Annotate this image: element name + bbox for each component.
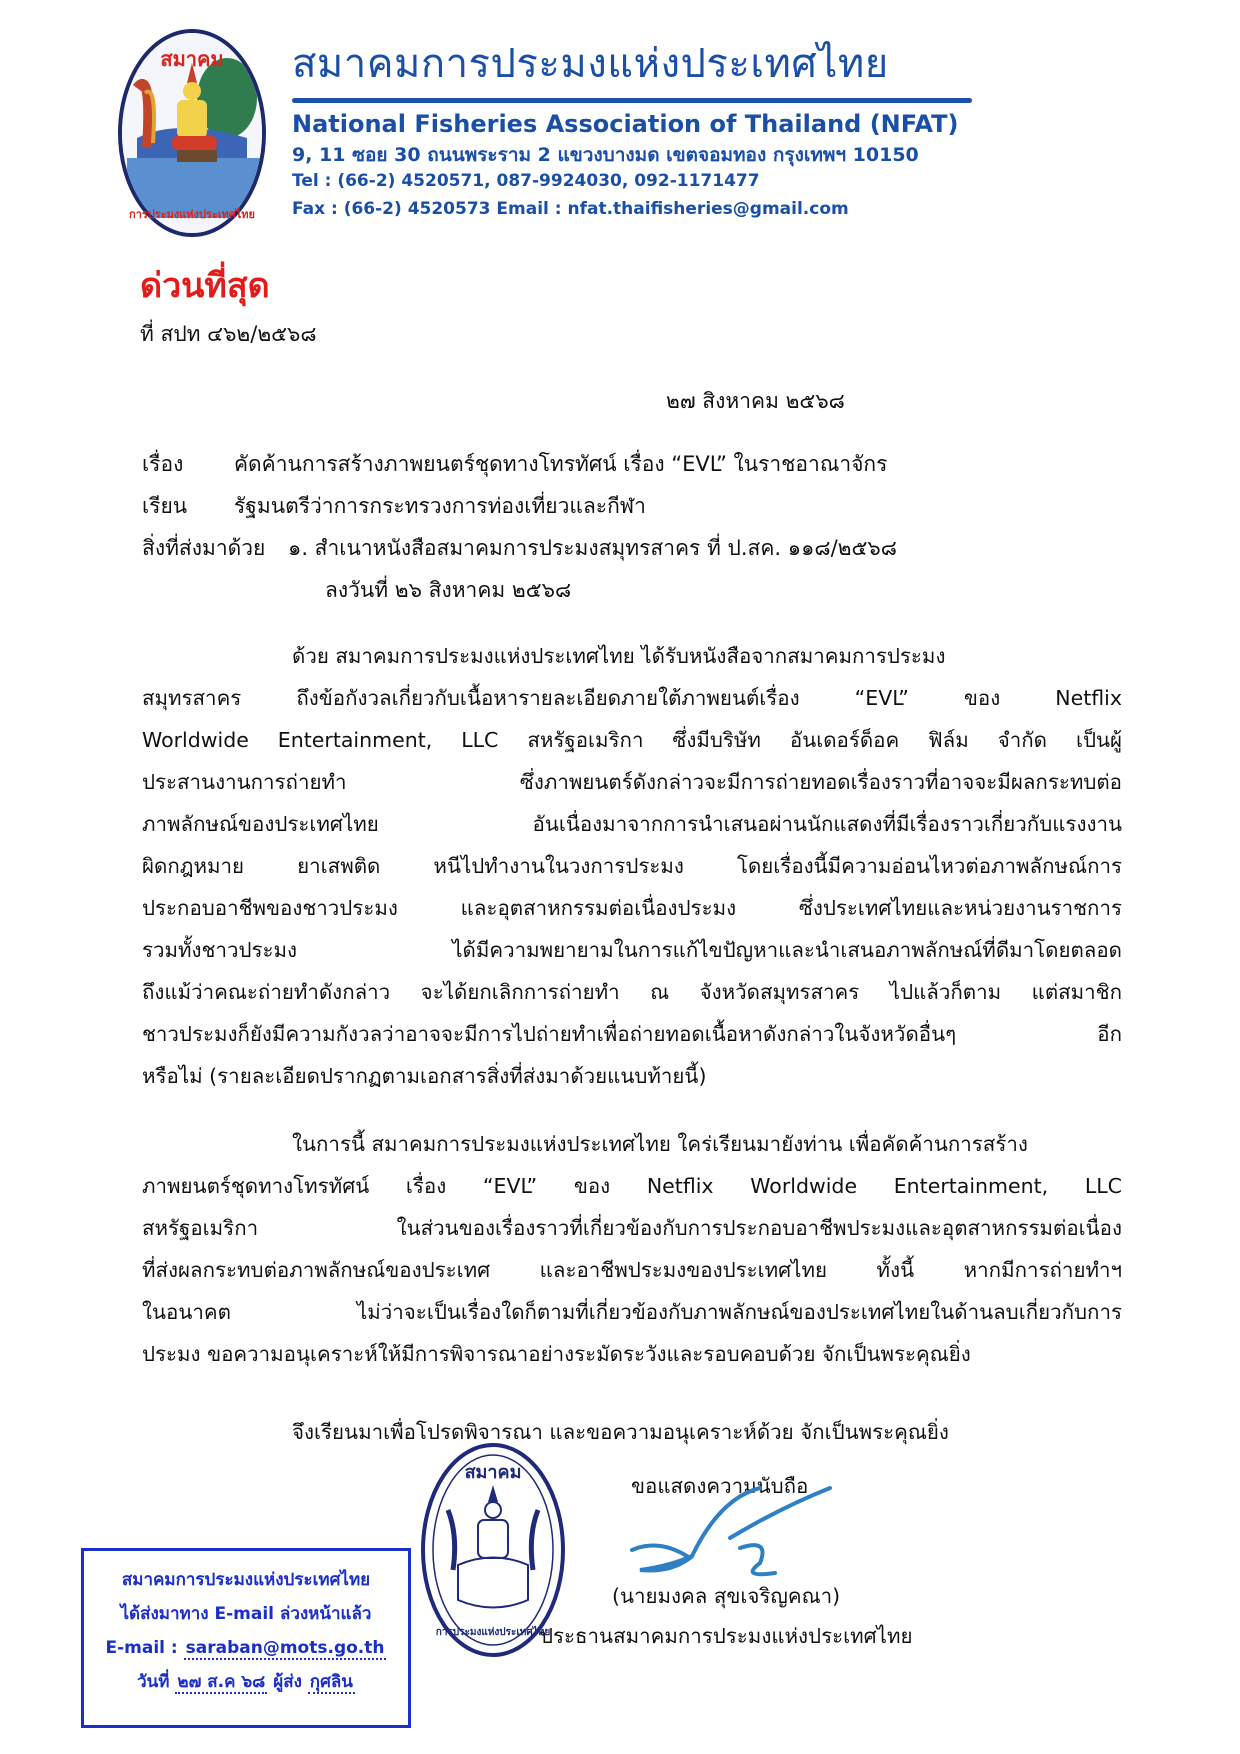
- signer-name: (นายมงคล สุขเจริญคณา): [612, 1584, 841, 1608]
- subject-text: คัดค้านการสร้างภาพยนตร์ชุดทางโทรทัศน์ เรื่อง “EVL” ในราชอาณาจักร: [234, 452, 888, 476]
- logo-emblem-icon: [117, 28, 267, 238]
- paragraph-2-line: ประมง ขอความอนุเคราะห์ให้มีการพิจารณาอย่างระมัดระวังและรอบคอบด้วย จักเป็นพระคุณยิ่ง: [142, 1342, 971, 1366]
- svg-text:การประมงแห่งประเทศไทย: การประมงแห่งประเทศไทย: [129, 208, 255, 221]
- enclosure-item-1: ๑. สำเนาหนังสือสมาคมการประมงสมุทรสาคร ที่ ป.สค. ๑๑๘/๒๕๖๘: [288, 536, 897, 560]
- paragraph-1-line: สมุทรสาคร ถึงข้อกังวลเกี่ยวกับเนื้อหารายละเอียดภายใต้ภาพยนต์เรื่อง “EVL” ของ Netflix: [142, 686, 1122, 710]
- org-telephone: Tel : (66-2) 4520571, 087-9924030, 092-1171477: [292, 171, 760, 191]
- regards-text: ขอแสดงความนับถือ: [631, 1474, 809, 1498]
- paragraph-1-line: ประกอบอาชีพของชาวประมง และอุตสาหกรรมต่อเนื่องประมง ซึ่งประเทศไทยและหน่วยงานราชการ: [142, 896, 1122, 920]
- stamp-email-link[interactable]: saraban@mots.go.th: [185, 1638, 385, 1658]
- paragraph-1-line: Worldwide Entertainment, LLC สหรัฐอเมริกา ซึ่งมีบริษัท อันเดอร์ด็อค ฟิล์ม จำกัด เป็นผู้: [142, 728, 1122, 752]
- recipient-row: [142, 490, 646, 523]
- paragraph-1-line: ชาวประมงก็ยังมีความกังวลว่าอาจจะมีการไปถ่ายทำเพื่อถ่ายทอดเนื้อหาดังกล่าวในจังหวัดอื่นๆ อีก: [142, 1022, 1122, 1046]
- closing-sentence: จึงเรียนมาเพื่อโปรดพิจารณา และขอความอนุเคราะห์ด้วย จักเป็นพระคุณยิ่ง: [292, 1420, 949, 1444]
- paragraph-2-line: ที่ส่งผลกระทบต่อภาพลักษณ์ของประเทศ และอาชีพประมงของประเทศไทย ทั้งนี้ หากมีการถ่ายทำฯ: [142, 1258, 1122, 1282]
- org-address: 9, 11 ซอย 30 ถนนพระราม 2 แขวงบางมด เขตจอมทอง กรุงเทพฯ 10150: [292, 144, 919, 166]
- org-name-english: National Fisheries Association of Thailand (NFAT): [292, 110, 959, 138]
- stamp-date-value: ๒๗ ส.ค ๖๘: [177, 1672, 266, 1692]
- stamp-date-label: วันที่: [137, 1672, 170, 1692]
- recipient-label: เรียน: [142, 494, 188, 518]
- email-sent-stamp: [81, 1548, 411, 1728]
- letterhead-rule: [292, 98, 972, 103]
- urgency-label: ด่วนที่สุด: [140, 266, 270, 306]
- org-name-thai: สมาคมการประมงแห่งประเทศไทย: [292, 41, 889, 87]
- paragraph-1-line: ถึงแม้ว่าคณะถ่ายทำดังกล่าว จะได้ยกเลิกการถ่ายทำ ณ จังหวัดสมุทรสาคร ไปแล้วก็ตาม แต่สมาชิก: [142, 980, 1122, 1004]
- paragraph-1-line: ด้วย สมาคมการประมงแห่งประเทศไทย ได้รับหนังสือจากสมาคมการประมง: [292, 644, 946, 668]
- stamp-line-sent: ได้ส่งมาทาง E-mail ล่วงหน้าแล้ว: [120, 1604, 372, 1624]
- paragraph-1-line: ภาพลักษณ์ของประเทศไทย อันเนื่องมาจากการนำเสนอผ่านนักแสดงที่มีเรื่องราวเกี่ยวกับแรงงาน: [142, 812, 1122, 836]
- stamp-email-label: E-mail :: [105, 1638, 184, 1658]
- stamp-date-row: [84, 1665, 408, 1699]
- paragraph-1-line: รวมทั้งชาวประมง ได้มีความพยายามในการแก้ไขปัญหาและนำเสนอภาพลักษณ์ที่ดีมาโดยตลอด: [142, 938, 1122, 962]
- paragraph-2-line: ในอนาคต ไม่ว่าจะเป็นเรื่องใดก็ตามที่เกี่ยวข้องกับภาพลักษณ์ของประเทศไทยในด้านลบเกี่ยวกับการ: [142, 1300, 1122, 1324]
- paragraph-2-line: สหรัฐอเมริกา ในส่วนของเรื่องราวที่เกี่ยวข้องกับการประกอบอาชีพประมงและอุตสาหกรรมต่อเนื่อง: [142, 1216, 1122, 1240]
- signer-title: ประธานสมาคมการประมงแห่งประเทศไทย: [540, 1624, 913, 1648]
- org-fax-email: Fax : (66-2) 4520573 Email : nfat.thaifisheries@gmail.com: [292, 199, 849, 219]
- enclosure-label: สิ่งที่ส่งมาด้วย: [142, 536, 266, 560]
- paragraph-1-line: หรือไม่ (รายละเอียดปรากฏตามเอกสารสิ่งที่ส่งมาด้วยแนบท้ายนี้): [142, 1064, 707, 1088]
- subject-label: เรื่อง: [142, 452, 184, 476]
- svg-text:สมาคม: สมาคม: [464, 1462, 522, 1483]
- paragraph-2-line: ภาพยนตร์ชุดทางโทรทัศน์ เรื่อง “EVL” ของ Netflix Worldwide Entertainment, LLC: [142, 1174, 1122, 1198]
- svg-text:สมาคม: สมาคม: [160, 47, 224, 71]
- svg-text:การประมงแห่งประเทศไทย: การประมงแห่งประเทศไทย: [435, 1627, 551, 1638]
- enclosure-date: ลงวันที่ ๒๖ สิงหาคม ๒๕๖๘: [325, 578, 572, 602]
- subject-row: [142, 448, 887, 481]
- stamp-email-row: [84, 1631, 408, 1665]
- paragraph-1-line: ประสานงานการถ่ายทำ ซึ่งภาพยนตร์ดังกล่าวจะมีการถ่ายทอดเรื่องราวที่อาจจะมีผลกระทบต่อ: [142, 770, 1122, 794]
- paragraph-2-line: ในการนี้ สมาคมการประมงแห่งประเทศไทย ใคร่เรียนมายังท่าน เพื่อคัดค้านการสร้าง: [292, 1132, 1028, 1156]
- stamp-sender-value: กุศลิน: [309, 1672, 353, 1692]
- enclosure-row: [142, 532, 897, 565]
- paragraph-1-line: ผิดกฎหมาย ยาเสพติด หนีไปทำงานในวงการประมง โดยเรื่องนี้มีความอ่อนไหวต่อภาพลักษณ์การ: [142, 854, 1122, 878]
- document-date: ๒๗ สิงหาคม ๒๕๖๘: [666, 389, 845, 413]
- association-logo: [117, 28, 267, 238]
- recipient-text: รัฐมนตรีว่าการกระทรวงการท่องเที่ยวและกีฬา: [234, 494, 646, 518]
- stamp-line-org: สมาคมการประมงแห่งประเทศไทย: [121, 1570, 371, 1590]
- stamp-sender-label: ผู้ส่ง: [273, 1672, 302, 1692]
- document-number: ที่ สปท ๔๖๒/๒๕๖๘: [140, 322, 317, 346]
